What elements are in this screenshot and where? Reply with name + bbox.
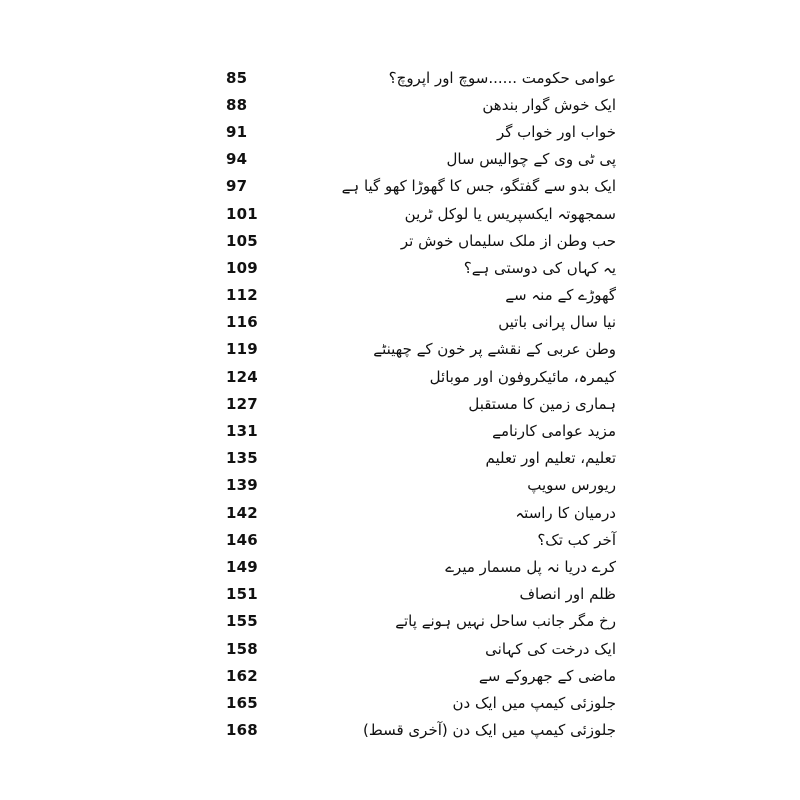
toc-title: ریورس سویپ — [527, 476, 616, 495]
table-of-contents — [226, 64, 616, 744]
toc-page-number: 105 — [226, 231, 258, 250]
toc-entry — [226, 689, 616, 716]
toc-title: وطن عربی کے نقشے پر خون کے چھینٹے — [373, 340, 616, 359]
toc-page-number: 119 — [226, 340, 258, 359]
toc-title: جلوزئی کیمپ میں ایک دن (آخری قسط) — [363, 721, 616, 740]
toc-page-number: 94 — [226, 150, 248, 169]
toc-entry — [226, 717, 616, 744]
toc-page-number: 97 — [226, 177, 248, 196]
toc-page-number: 151 — [226, 585, 258, 604]
toc-title: عوامی حکومت ......سوچ اور اپروچ؟ — [388, 68, 616, 87]
toc-title: جلوزئی کیمپ میں ایک دن — [452, 693, 616, 712]
toc-entry — [226, 227, 616, 254]
toc-title: پی ٹی وی کے چوالیس سال — [446, 150, 616, 169]
toc-page-number: 165 — [226, 693, 258, 712]
toc-page-number: 91 — [226, 122, 248, 141]
toc-entry — [226, 445, 616, 472]
toc-page-number: 135 — [226, 449, 258, 468]
toc-title: سمجھوتہ ایکسپریس یا لوکل ٹرین — [404, 204, 616, 223]
toc-page-number: 142 — [226, 503, 258, 522]
toc-title: ظلم اور انصاف — [519, 585, 616, 604]
toc-entry — [226, 363, 616, 390]
toc-entry — [226, 553, 616, 580]
toc-page-number: 112 — [226, 286, 258, 305]
toc-title: ہماری زمین کا مستقبل — [468, 394, 616, 413]
toc-page-number: 109 — [226, 258, 258, 277]
toc-page-number: 131 — [226, 422, 258, 441]
toc-entry — [226, 635, 616, 662]
toc-title: درمیان کا راستہ — [515, 503, 616, 522]
toc-page-number: 149 — [226, 557, 258, 576]
toc-entry — [226, 526, 616, 553]
toc-title: گھوڑے کے منہ سے — [505, 286, 616, 305]
toc-entry — [226, 499, 616, 526]
toc-title: حب وطن از ملک سلیماں خوش تر — [400, 231, 616, 250]
toc-page-number: 101 — [226, 204, 258, 223]
toc-entry — [226, 662, 616, 689]
toc-page-number: 168 — [226, 721, 258, 740]
toc-page-number: 88 — [226, 95, 248, 114]
toc-title: کرے دریا نہ پل مسمار میرے — [445, 557, 616, 576]
toc-title: خواب اور خواب گر — [497, 122, 616, 141]
toc-title: آخر کب تک؟ — [537, 530, 616, 549]
toc-entry — [226, 336, 616, 363]
toc-entry — [226, 254, 616, 281]
toc-title: ایک خوش گوار بندھن — [482, 95, 616, 114]
toc-title: مزید عوامی کارنامے — [492, 422, 616, 441]
toc-title: نیا سال پرانی باتیں — [498, 313, 616, 332]
toc-title: یہ کہاں کی دوستی ہے؟ — [463, 258, 616, 277]
toc-entry — [226, 581, 616, 608]
toc-entry — [226, 417, 616, 444]
toc-entry — [226, 472, 616, 499]
toc-page-number: 158 — [226, 639, 258, 658]
toc-entry — [226, 146, 616, 173]
toc-entry — [226, 390, 616, 417]
toc-entry — [226, 118, 616, 145]
toc-title: ایک درخت کی کہانی — [485, 639, 616, 658]
toc-page-number: 127 — [226, 394, 258, 413]
toc-entry — [226, 282, 616, 309]
toc-title: تعلیم، تعلیم اور تعلیم — [485, 449, 616, 468]
toc-entry — [226, 608, 616, 635]
toc-entry — [226, 91, 616, 118]
toc-entry — [226, 173, 616, 200]
toc-title: ایک بدو سے گفتگو، جس کا گھوڑا کھو گیا ہے — [341, 177, 616, 196]
toc-entry — [226, 64, 616, 91]
toc-page-number: 124 — [226, 367, 258, 386]
toc-page-number: 155 — [226, 612, 258, 631]
toc-page-number: 85 — [226, 68, 248, 87]
toc-page-number: 146 — [226, 530, 258, 549]
toc-page-number: 139 — [226, 476, 258, 495]
toc-title: کیمرہ، مائیکروفون اور موبائل — [429, 367, 616, 386]
toc-entry — [226, 200, 616, 227]
toc-page-number: 116 — [226, 313, 258, 332]
toc-title: ماضی کے جھروکے سے — [478, 666, 616, 685]
toc-page-number: 162 — [226, 666, 258, 685]
toc-entry — [226, 309, 616, 336]
toc-title: رخ مگر جانب ساحل نہیں ہونے پاتے — [395, 612, 616, 631]
